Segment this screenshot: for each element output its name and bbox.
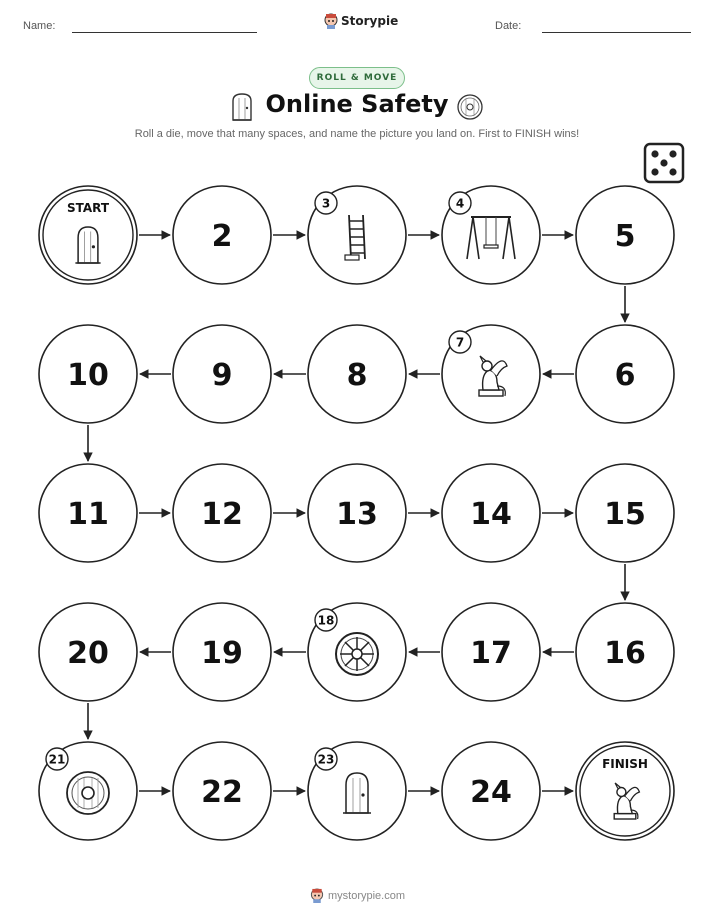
space-number: 22 <box>201 775 243 810</box>
space-number: 20 <box>67 636 109 671</box>
board-space-3[interactable] <box>308 186 406 284</box>
board-space-10[interactable] <box>39 325 137 423</box>
space-number: 18 <box>317 613 335 628</box>
space-number: 9 <box>211 358 233 393</box>
door-icon <box>75 227 100 263</box>
space-label: START <box>66 201 110 215</box>
round-door-icon <box>67 772 109 814</box>
space-number: 2 <box>211 219 233 254</box>
space-number: 17 <box>470 636 512 671</box>
board-space-4[interactable] <box>442 186 540 284</box>
space-number: 24 <box>470 775 512 810</box>
space-number: 15 <box>604 497 646 532</box>
board-space-25[interactable] <box>576 742 674 840</box>
space-number: 5 <box>614 219 636 254</box>
board-space-16[interactable] <box>576 603 674 701</box>
space-number: 3 <box>321 196 331 211</box>
instructions-text: Roll a die, move that many spaces, and name the picture you land on. First to FINISH wins! <box>134 128 580 140</box>
board-space-12[interactable] <box>173 464 271 562</box>
space-number: 8 <box>346 358 368 393</box>
space-number: 14 <box>470 497 512 532</box>
footer <box>310 888 405 903</box>
wheel-icon <box>336 633 378 675</box>
board-space-18[interactable] <box>308 603 406 701</box>
board-space-17[interactable] <box>442 603 540 701</box>
mascot-icon <box>310 888 324 903</box>
die-icon <box>643 142 685 184</box>
space-number: 7 <box>455 335 465 350</box>
door-icon <box>343 773 371 813</box>
footer-site: mystorypie.com <box>328 889 406 902</box>
space-number: 4 <box>455 196 465 211</box>
space-number: 16 <box>604 636 646 671</box>
board-space-2[interactable] <box>173 186 271 284</box>
game-type-badge: ROLL & MOVE <box>309 67 405 89</box>
board-space-7[interactable] <box>442 325 540 423</box>
board-space-14[interactable] <box>442 464 540 562</box>
board-space-13[interactable] <box>308 464 406 562</box>
board-space-21[interactable] <box>39 742 137 840</box>
space-number: 23 <box>317 752 335 767</box>
board-space-24[interactable] <box>442 742 540 840</box>
board-space-23[interactable] <box>308 742 406 840</box>
board-space-9[interactable] <box>173 325 271 423</box>
space-number: 21 <box>48 752 66 767</box>
date-label: Date: <box>495 20 522 32</box>
page-title: Online Safety <box>265 90 449 118</box>
space-number: 13 <box>336 497 378 532</box>
board-space-20[interactable] <box>39 603 137 701</box>
space-number: 10 <box>67 358 109 393</box>
space-number: 6 <box>614 358 636 393</box>
name-label: Name: <box>23 20 56 32</box>
board-space-8[interactable] <box>308 325 406 423</box>
board-space-19[interactable] <box>173 603 271 701</box>
board-space-1[interactable] <box>39 186 137 284</box>
board-space-11[interactable] <box>39 464 137 562</box>
board-space-15[interactable] <box>576 464 674 562</box>
board-space-22[interactable] <box>173 742 271 840</box>
space-number: 19 <box>201 636 243 671</box>
spaces-layer <box>39 186 674 840</box>
board-space-5[interactable] <box>576 186 674 284</box>
board-space-6[interactable] <box>576 325 674 423</box>
space-label: FINISH <box>602 757 648 771</box>
space-number: 11 <box>67 497 109 532</box>
space-number: 12 <box>201 497 243 532</box>
brand-name: Storypie <box>341 14 399 28</box>
